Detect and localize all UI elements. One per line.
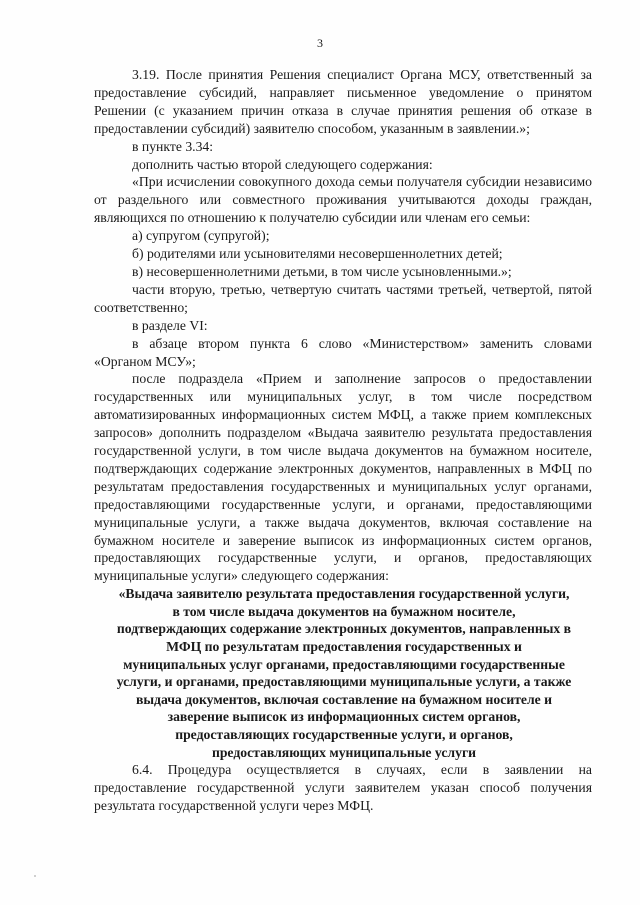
paragraph-replace-word: в абзаце втором пункта 6 слово «Министерством» заменить словами «Органом МСУ»; (94, 335, 592, 369)
heading-line: муниципальных услуг органами, предоставляющими государственные (123, 656, 565, 672)
paragraph-6-4: 6.4. Процедура осуществляется в случаях, если в заявлении на предоставление государственной услуги заявителем указан способ получения результата государственной услуги через МФЦ. (94, 762, 592, 814)
subsection-heading (90, 585, 598, 761)
scan-artifact (34, 875, 36, 877)
heading-line: предоставляющих государственные услуги, и органов, (175, 727, 513, 743)
document-body (94, 66, 592, 815)
heading-line: МФЦ по результатам предоставления государственных и (166, 639, 522, 655)
paragraph-section-vi: в разделе VI: (132, 317, 208, 333)
list-item-a: а) супругом (супругой); (132, 228, 270, 244)
heading-line: подтверждающих содержание электронных документов, направленных в (116, 621, 572, 637)
heading-line: предоставляющих муниципальные услуги (211, 744, 477, 760)
heading-line: заверение выписок из информационных систем органов, (167, 709, 521, 725)
heading-line: «Выдача заявителю результата предоставления государственной услуги, (118, 586, 570, 602)
heading-line: выдача документов, включая составление на бумажном носителе и (135, 691, 553, 707)
paragraph-add-subsection: после подраздела «Прием и заполнение запросов о предоставлении государственных или муниципальных услуг, в том числе посредством автоматизированных информационных систем МФЦ, а также прием комплексных запросов» дополнить подразделом «Выдача заявителю результата предоставления государственной услуги, в том числе выдача документов на бумажном носителе, подтверждающих содержание электронных документов, направленных в МФЦ по результатам предоставления государственных и муниципальных услуг органами, предоставляющими государственные услуги, и органами, предоставляющими муниципальные услуги, а также выдача документов, включая составление на бумажном носителе и заверение выписок из информационных систем органов, предоставляющих государственные услуги, и органов, предоставляющих муниципальные услуги» следующего содержания: (94, 371, 592, 584)
paragraph-income-calculation: «При исчислении совокупного дохода семьи получателя субсидии независимо от раздельного или совместного проживания учитываются доходы граждан, являющихся по отношению к получателю субсидии или членам его семьи: (94, 174, 592, 226)
page-number: 3 (317, 36, 323, 50)
list-item-c: в) несовершеннолетними детьми, в том числе усыновленными.»; (132, 263, 512, 279)
heading-line: в том числе выдача документов на бумажном носителе, (172, 603, 516, 619)
paragraph-3-19: 3.19. После принятия Решения специалист Органа МСУ, ответственный за предоставление субсидий, направляет письменное уведомление о принятом Решении (с указанием причин отказа в случае принятия решения об отказе в предоставлении субсидий) заявителю способом, указанным в заявлении.»; (94, 67, 592, 136)
paragraph-item-3-34: в пункте 3.34: (132, 138, 214, 154)
heading-line: услуги, и органами, предоставляющими муниципальные услуги, а также (116, 674, 572, 690)
list-item-b: б) родителями или усыновителями несовершеннолетних детей; (132, 246, 503, 262)
paragraph-renumber-parts: части вторую, третью, четвертую считать частями третьей, четвертой, пятой соответственно; (94, 281, 592, 315)
paragraph-add-part-two: дополнить частью второй следующего содержания: (132, 156, 433, 172)
